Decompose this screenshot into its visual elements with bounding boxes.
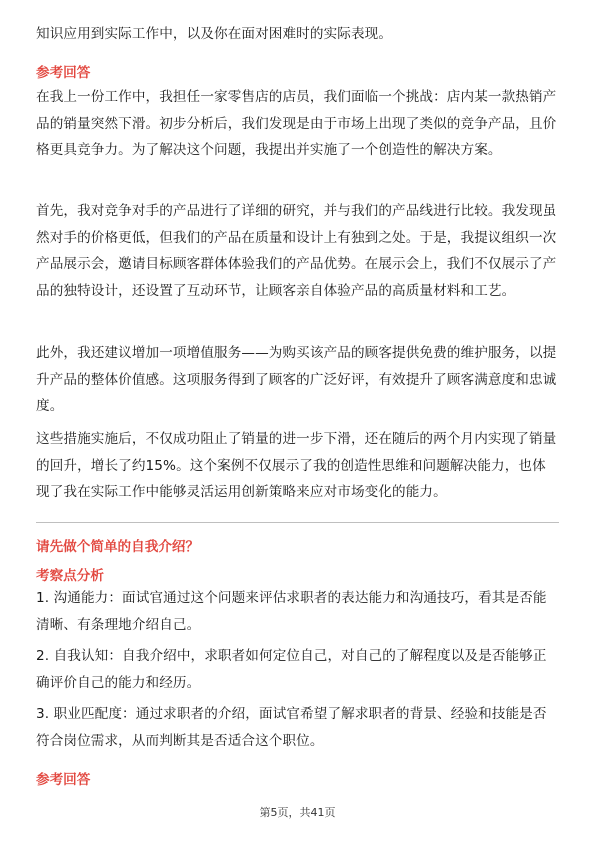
reference-answer-heading: 参考回答 — [36, 772, 91, 788]
question-heading: 请先做个简单的自我介绍？ — [36, 539, 200, 555]
reference-answer-heading: 参考回答 — [36, 65, 91, 81]
analysis-heading: 考察点分析 — [36, 568, 104, 584]
section-divider — [36, 522, 559, 523]
intro-text: 知识应用到实际工作中，以及你在面对困难时的实际表现。 — [36, 26, 393, 42]
analysis-item: 3. 职业匹配度：通过求职者的介绍，面试官希望了解求职者的背景、经验和技能是否符合岗位需求，从而判断其是否适合这个职位。 — [36, 706, 547, 749]
answer-paragraph: 首先，我对竞争对手的产品进行了详细的研究，并与我们的产品线进行比较。我发现虽然对手的价格更低，但我们的产品在质量和设计上有独到之处。于是，我提议组织一次产品展示会，邀请目标顾客群体体验我们的产品优势。在展示会上，我们不仅展示了产品的独特设计，还设置了互动环节，让顾客亲自体验产品的高质量材料和工艺。 — [36, 203, 557, 299]
answer-paragraph: 在我上一份工作中，我担任一家零售店的店员，我们面临一个挑战：店内某一款热销产品的销量突然下滑。初步分析后，我们发现是由于市场上出现了类似的竞争产品，且价格更具竞争力。为了解决这个问题，我提出并实施了一个创造性的解决方案。 — [36, 89, 557, 158]
page-number: 第5页，共41页 — [259, 806, 336, 819]
answer-paragraph: 此外，我还建议增加一项增值服务——为购买该产品的顾客提供免费的维护服务，以提升产品的整体价值感。这项服务得到了顾客的广泛好评，有效提升了顾客满意度和忠诚度。 — [36, 345, 557, 414]
analysis-item: 2. 自我认知：自我介绍中，求职者如何定位自己，对自己的了解程度以及是否能够正确评价自己的能力和经历。 — [36, 648, 547, 691]
answer-paragraph: 这些措施实施后，不仅成功阻止了销量的进一步下滑，还在随后的两个月内实现了销量的回升，增长了约15%。这个案例不仅展示了我的创造性思维和问题解决能力，也体现了我在实际工作中能够灵活运用创新策略来应对市场变化的能力。 — [36, 431, 557, 500]
analysis-item: 1. 沟通能力：面试官通过这个问题来评估求职者的表达能力和沟通技巧，看其是否能清晰、有条理地介绍自己。 — [36, 590, 547, 633]
